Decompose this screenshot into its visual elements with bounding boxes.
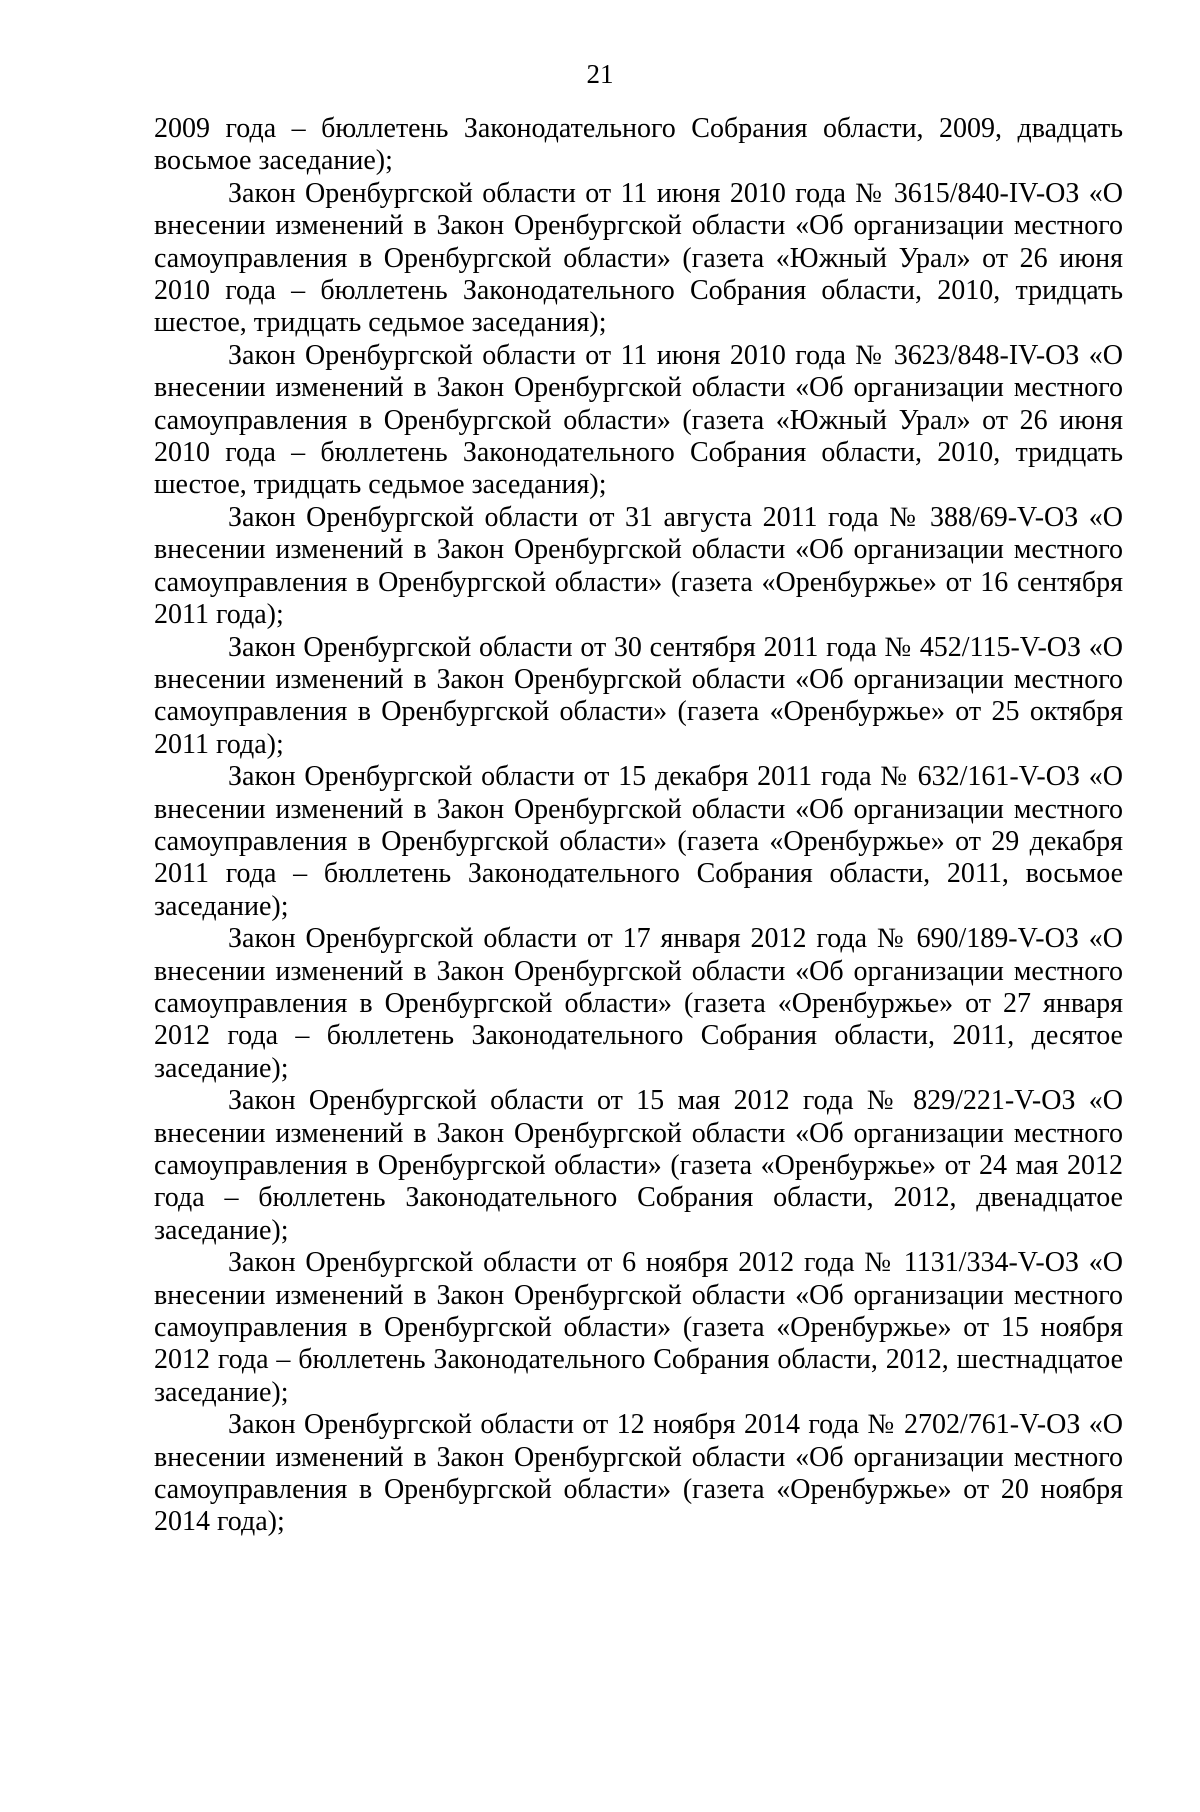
- paragraph-law-388: Закон Оренбургской области от 31 августа 2011 года № 388/69-V-ОЗ «О внесении изменений в Закон Оренбургской области «Об организации местного самоуправления в Оренбургской области» (газета «Оренбуржье» от 16 сентября 2011 года);: [154, 501, 1123, 631]
- paragraph-law-690: Закон Оренбургской области от 17 января 2012 года № 690/189-V-ОЗ «О внесении изменений в Закон Оренбургской области «Об организации местного самоуправления в Оренбургской области» (газета «Оренбуржье» от 27 января 2012 года – бюллетень Законодательного Собрания области, 2011, десятое заседание);: [154, 923, 1123, 1084]
- paragraph-law-829: Закон Оренбургской области от 15 мая 2012 года № 829/221-V-ОЗ «О внесении изменений в Закон Оренбургской области «Об организации местного самоуправления в Оренбургской области» (газета «Оренбуржье» от 24 мая 2012 года – бюллетень Законодательного Собрания области, 2012, двенадцатое заседание);: [154, 1085, 1123, 1246]
- paragraph-law-1131: Закон Оренбургской области от 6 ноября 2012 года № 1131/334-V-ОЗ «О внесении изменений в Закон Оренбургской области «Об организации местного самоуправления в Оренбургской области» (газета «Оренбуржье» от 15 ноября 2012 года – бюллетень Законодательного Собрания области, 2012, шестнадцатое заседание);: [154, 1247, 1123, 1408]
- document-body: [154, 113, 1123, 1539]
- page-number: 21: [586, 59, 614, 89]
- paragraph-law-452: Закон Оренбургской области от 30 сентября 2011 года № 452/115-V-ОЗ «О внесении изменений в Закон Оренбургской области «Об организации местного самоуправления в Оренбургской области» (газета «Оренбуржье» от 25 октября 2011 года);: [154, 631, 1123, 760]
- paragraph-law-632: Закон Оренбургской области от 15 декабря 2011 года № 632/161-V-ОЗ «О внесении изменений в Закон Оренбургской области «Об организации местного самоуправления в Оренбургской области» (газета «Оренбуржье» от 29 декабря 2011 года – бюллетень Законодательного Собрания области, 2011, восьмое заседание);: [154, 761, 1123, 922]
- paragraph-law-3623: Закон Оренбургской области от 11 июня 2010 года № 3623/848-IV-ОЗ «О внесении изменений в Закон Оренбургской области «Об организации местного самоуправления в Оренбургской области» (газета «Южный Урал» от 26 июня 2010 года – бюллетень Законодательного Собрания области, 2010, тридцать шестое, тридцать седьмое заседания);: [154, 339, 1123, 501]
- paragraph-law-2702: Закон Оренбургской области от 12 ноября 2014 года № 2702/761-V-ОЗ «О внесении изменений в Закон Оренбургской области «Об организации местного самоуправления в Оренбургской области» (газета «Оренбуржье» от 20 ноября 2014 года);: [154, 1409, 1123, 1538]
- paragraph-law-3615: Закон Оренбургской области от 11 июня 2010 года № 3615/840-IV-ОЗ «О внесении изменений в Закон Оренбургской области «Об организации местного самоуправления в Оренбургской области» (газета «Южный Урал» от 26 июня 2010 года – бюллетень Законодательного Собрания области, 2010, тридцать шестое, тридцать седьмое заседания);: [154, 177, 1123, 339]
- paragraph-continuation: 2009 года – бюллетень Законодательного Собрания области, 2009, двадцать восьмое заседание);: [154, 113, 1123, 177]
